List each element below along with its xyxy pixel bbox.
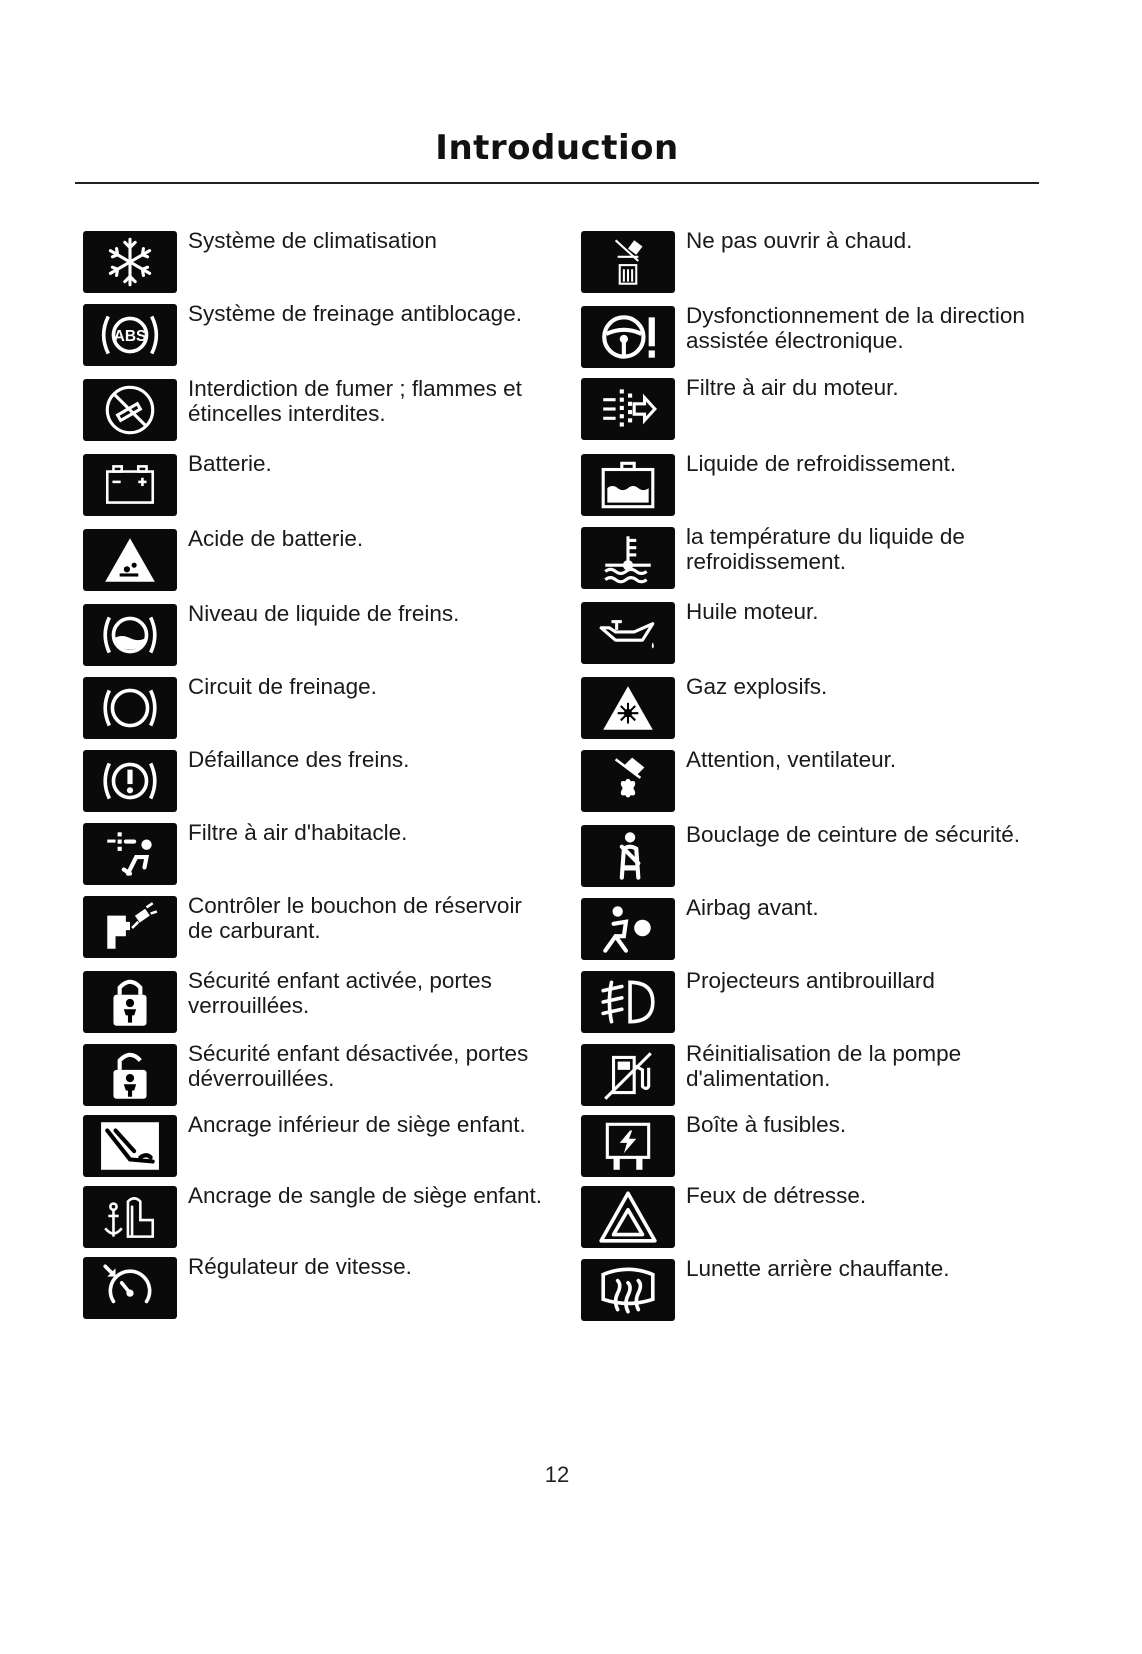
list-item — [82, 1254, 552, 1320]
engine-air-filter-icon — [581, 378, 675, 440]
child-lock-locked-icon — [83, 971, 177, 1033]
child-lock-unlocked-icon — [83, 1044, 177, 1106]
list-item — [580, 524, 1050, 590]
page-title: Introduction — [435, 128, 679, 168]
list-item — [82, 1183, 552, 1249]
item-label: Gaz explosifs. — [686, 674, 828, 699]
item-label: Système de freinage antiblocage. — [188, 301, 522, 326]
item-label: Filtre à air d'habitacle. — [188, 820, 408, 845]
list-item — [82, 968, 552, 1034]
coolant-temperature-icon — [581, 527, 675, 589]
list-item — [580, 674, 1050, 740]
item-label: Liquide de refroidissement. — [686, 451, 957, 476]
battery-icon — [83, 454, 177, 516]
list-item — [580, 303, 1050, 369]
item-label: Feux de détresse. — [686, 1183, 867, 1208]
list-item — [82, 820, 552, 886]
brake-circuit-icon — [83, 677, 177, 739]
engine-oil-icon — [581, 602, 675, 664]
child-seat-lower-anchor-icon — [83, 1115, 177, 1177]
svg-text:ABS: ABS — [113, 328, 147, 346]
item-label: Défaillance des freins. — [188, 747, 410, 772]
list-item — [580, 451, 1050, 517]
list-item — [82, 301, 552, 367]
snowflake-icon — [83, 231, 177, 293]
list-item — [82, 893, 552, 959]
item-label: Système de climatisation — [188, 228, 437, 253]
list-item — [580, 1112, 1050, 1178]
list-item — [82, 376, 552, 442]
no-smoking-icon — [83, 379, 177, 441]
list-item — [82, 228, 552, 294]
cabin-air-filter-icon — [83, 823, 177, 885]
fan-warning-icon — [581, 750, 675, 812]
abs-icon — [83, 304, 177, 366]
item-label: Bouclage de ceinture de sécurité. — [686, 822, 1020, 847]
fog-lamp-icon — [581, 971, 675, 1033]
item-label: Interdiction de fumer ; flammes et étincelles interdites. — [188, 376, 522, 426]
explosive-gas-icon — [581, 677, 675, 739]
seatbelt-icon — [581, 825, 675, 887]
brake-fluid-icon — [83, 604, 177, 666]
item-label: Filtre à air du moteur. — [686, 375, 899, 400]
list-item — [82, 674, 552, 740]
list-item — [580, 968, 1050, 1034]
fuse-box-icon — [581, 1115, 675, 1177]
item-label: Boîte à fusibles. — [686, 1112, 847, 1137]
battery-acid-icon — [83, 529, 177, 591]
item-label: Sécurité enfant désactivée, portes déverrouillées. — [188, 1041, 529, 1091]
list-item — [580, 1041, 1050, 1107]
list-item — [82, 1041, 552, 1107]
list-item — [580, 599, 1050, 665]
item-label: Huile moteur. — [686, 599, 819, 624]
item-label: Niveau de liquide de freins. — [188, 601, 460, 626]
page-number: 12 — [544, 1462, 570, 1487]
item-label: Projecteurs antibrouillard — [686, 968, 935, 993]
steering-warning-icon — [581, 306, 675, 368]
item-label: Lunette arrière chauffante. — [686, 1256, 950, 1281]
list-item — [580, 228, 1050, 294]
list-item — [82, 1112, 552, 1178]
item-label: Attention, ventilateur. — [686, 747, 897, 772]
item-label: Dysfonctionnement de la direction assistée électronique. — [686, 303, 1025, 353]
item-label: Circuit de freinage. — [188, 674, 377, 699]
heated-rear-window-icon — [581, 1259, 675, 1321]
list-item — [580, 375, 1050, 441]
list-item — [580, 1256, 1050, 1322]
item-label: Contrôler le bouchon de réservoir de carburant. — [188, 893, 522, 943]
list-item — [82, 451, 552, 517]
list-item — [580, 747, 1050, 813]
list-item — [82, 747, 552, 813]
list-item — [580, 895, 1050, 961]
item-label: Réinitialisation de la pompe d'alimentation. — [686, 1041, 962, 1091]
list-item — [580, 1183, 1050, 1249]
item-label: Régulateur de vitesse. — [188, 1254, 412, 1279]
item-label: Airbag avant. — [686, 895, 819, 920]
item-label: Ancrage inférieur de siège enfant. — [188, 1112, 526, 1137]
title-divider — [75, 182, 1039, 184]
hazard-icon — [581, 1186, 675, 1248]
item-label: Batterie. — [188, 451, 272, 476]
child-seat-tether-icon — [83, 1186, 177, 1248]
item-label: la température du liquide de refroidissement. — [686, 524, 965, 574]
list-item — [580, 822, 1050, 888]
brake-warning-icon — [83, 750, 177, 812]
item-label: Sécurité enfant activée, portes verrouillées. — [188, 968, 492, 1018]
coolant-icon — [581, 454, 675, 516]
fuel-pump-reset-icon — [581, 1044, 675, 1106]
list-item — [82, 526, 552, 592]
do-not-open-hot-icon — [581, 231, 675, 293]
cruise-control-icon — [83, 1257, 177, 1319]
fuel-cap-icon — [83, 896, 177, 958]
item-label: Acide de batterie. — [188, 526, 364, 551]
front-airbag-icon — [581, 898, 675, 960]
item-label: Ancrage de sangle de siège enfant. — [188, 1183, 543, 1208]
list-item — [82, 601, 552, 667]
item-label: Ne pas ouvrir à chaud. — [686, 228, 913, 253]
